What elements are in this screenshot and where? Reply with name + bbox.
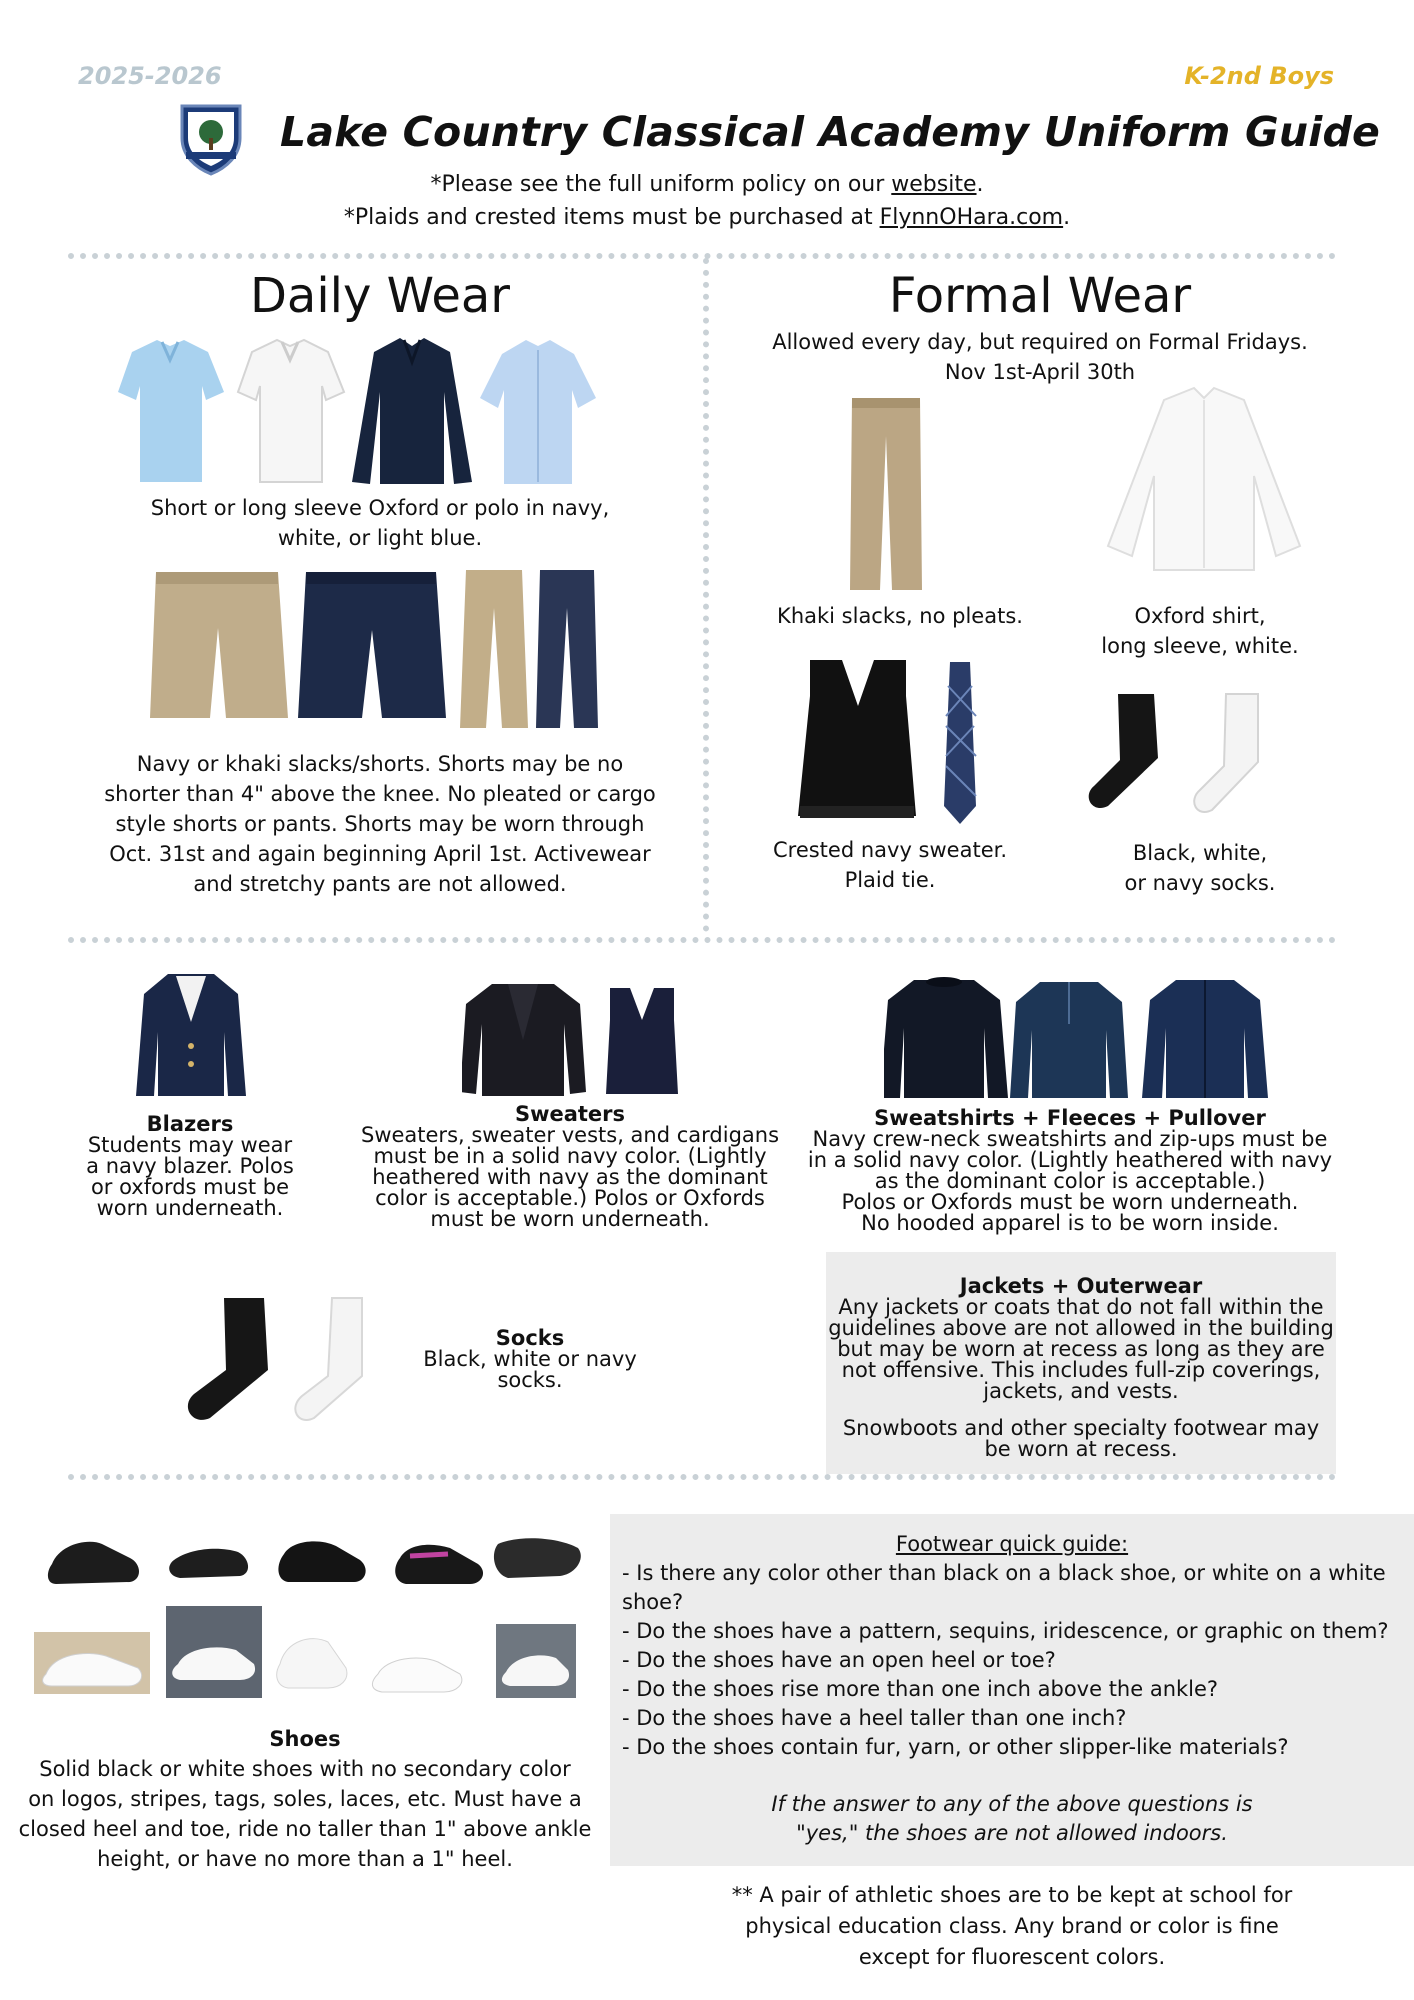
shoes-line: closed heel and toe, ride no taller than 1" above ankle (18, 1817, 592, 1841)
shoes-image (30, 1524, 590, 1704)
sweater-tie-caption-line: Crested navy sweater. (772, 838, 1007, 862)
divider-middle (68, 937, 1336, 943)
footwear-answer-line: "yes," the shoes are not allowed indoors. (796, 1821, 1228, 1845)
jackets-line: Any jackets or coats that do not fall within the (838, 1295, 1324, 1319)
footwear-question: shoe? (622, 1590, 684, 1614)
footwear-question: - Is there any color other than black on a black shoe, or white on a white (622, 1561, 1386, 1585)
shoes-block (0, 1724, 610, 1874)
sweaters-line: must be worn underneath. (430, 1207, 710, 1231)
daily-pants-caption-line: and stretchy pants are not allowed. (193, 872, 567, 896)
daily-pants-caption-line: shorter than 4" above the knee. No pleated or cargo (104, 782, 656, 806)
grade-label: K-2nd Boys (1184, 62, 1334, 90)
footwear-question: - Do the shoes rise more than one inch above the ankle? (622, 1677, 1219, 1701)
crested-sweater-and-tie-image (790, 656, 990, 826)
jackets-line: Snowboots and other specialty footwear may (842, 1416, 1320, 1440)
formal-wear-subtitle-line: Allowed every day, but required on Formal Fridays. (772, 330, 1308, 354)
formal-socks-caption-line: Black, white, (1132, 841, 1268, 865)
school-year: 2025-2026 (78, 62, 222, 90)
purchase-note (0, 205, 1414, 230)
socks-image (176, 1296, 376, 1422)
socks-line: socks. (497, 1368, 563, 1392)
daily-shirts-caption-line: Short or long sleeve Oxford or polo in navy, (150, 496, 610, 520)
formal-socks-image (1078, 690, 1274, 814)
athletic-note-line: except for fluorescent colors. (858, 1945, 1166, 1969)
website-link[interactable]: website (891, 172, 977, 197)
blazers-block (70, 1114, 310, 1219)
page-title: Lake Country Classical Academy Uniform Guide (280, 108, 1381, 156)
purchase-note-suffix: . (1063, 205, 1071, 230)
daily-shirts-caption-line: white, or light blue. (277, 526, 483, 550)
blazers-line: Students may wear (87, 1133, 293, 1157)
sweaters-line: color is acceptable.) Polos or Oxfords (375, 1186, 765, 1210)
shoes-line: height, or have no more than a 1" heel. (97, 1847, 513, 1871)
footwear-answer (610, 1790, 1414, 1848)
athletic-note-line: physical education class. Any brand or color is fine (745, 1914, 1279, 1938)
shoes-title: Shoes (269, 1727, 341, 1751)
khaki-slacks-image (848, 396, 924, 592)
formal-socks-caption-line: or navy socks. (1124, 871, 1276, 895)
jackets-line: guidelines above are not allowed in the building (828, 1316, 1334, 1340)
sweaters-line: must be in a solid navy color. (Lightly (373, 1144, 767, 1168)
blazers-line: or oxfords must be (90, 1175, 290, 1199)
jackets-line: but may be worn at recess as long as they are (837, 1337, 1325, 1361)
socks-line: Black, white or navy (423, 1347, 637, 1371)
khaki-slacks-caption: Khaki slacks, no pleats. (777, 604, 1023, 628)
sweatshirts-line: in a solid navy color. (Lightly heathered with navy (807, 1148, 1333, 1172)
sweaters-line: Sweaters, sweater vests, and cardigans (360, 1123, 780, 1147)
oxford-shirt-image (1104, 386, 1304, 572)
jackets-outerwear-box (826, 1252, 1336, 1474)
oxford-shirt-caption-line: long sleeve, white. (1101, 634, 1299, 658)
formal-wear-subtitle (720, 327, 1360, 387)
jackets-line: be worn at recess. (984, 1437, 1178, 1461)
footwear-question: - Do the shoes have a pattern, sequins, iridescence, or graphic on them? (622, 1619, 1389, 1643)
socks-block (400, 1328, 660, 1391)
footwear-question: - Do the shoes have an open heel or toe? (622, 1648, 1056, 1672)
footwear-guide-title: Footwear quick guide: (895, 1532, 1129, 1556)
sweaters-image (462, 980, 680, 1098)
purchase-note-prefix: *Plaids and crested items must be purchased at (343, 205, 880, 230)
socks-title: Socks (495, 1326, 565, 1350)
policy-note-suffix: . (976, 172, 984, 197)
blazer-image (134, 972, 248, 1098)
sweatshirts-block (800, 1108, 1340, 1234)
school-crest-logo (176, 100, 246, 176)
divider-vertical (703, 258, 709, 932)
policy-note (0, 172, 1414, 197)
sweatshirts-line: as the dominant color is acceptable.) (874, 1169, 1266, 1193)
daily-shirts-image (112, 332, 632, 492)
sweaters-title: Sweaters (514, 1102, 626, 1126)
daily-pants-image (150, 568, 600, 728)
jackets-line: not offensive. This includes full-zip coverings, (841, 1358, 1321, 1382)
footwear-quick-guide-box (610, 1514, 1414, 1866)
flynnohara-link[interactable]: FlynnOHara.com (879, 205, 1064, 230)
sweatshirts-line: Polos or Oxfords must be worn underneath. (841, 1190, 1299, 1214)
policy-note-prefix: *Please see the full uniform policy on our (430, 172, 892, 197)
footwear-question: - Do the shoes contain fur, yarn, or other slipper-like materials? (622, 1735, 1289, 1759)
formal-wear-subtitle-line: Nov 1st-April 30th (944, 360, 1136, 384)
formal-wear-heading: Formal Wear (888, 268, 1192, 324)
footwear-answer-line: If the answer to any of the above questions is (771, 1792, 1253, 1816)
daily-pants-caption-line: Navy or khaki slacks/shorts. Shorts may be no (136, 752, 624, 776)
sweater-tie-caption (730, 835, 1050, 895)
sweaters-line: heathered with navy as the dominant (372, 1165, 768, 1189)
sweatshirts-title: Sweatshirts + Fleeces + Pullover (874, 1106, 1266, 1130)
shoes-line: Solid black or white shoes with no secondary color (39, 1757, 571, 1781)
oxford-shirt-caption-line: Oxford shirt, (1134, 604, 1266, 628)
oxford-shirt-caption (1040, 601, 1360, 661)
divider-top (68, 253, 1336, 259)
sweatshirts-line: No hooded apparel is to be worn inside. (861, 1211, 1279, 1235)
sweatshirts-image (884, 974, 1274, 1102)
blazers-line: worn underneath. (96, 1196, 284, 1220)
blazers-title: Blazers (146, 1112, 234, 1136)
athletic-shoes-note (610, 1880, 1414, 1973)
jackets-line: jackets, and vests. (983, 1379, 1179, 1403)
sweatshirts-line: Navy crew-neck sweatshirts and zip-ups must be (812, 1127, 1328, 1151)
daily-pants-caption (60, 749, 700, 899)
blazers-line: a navy blazer. Polos (86, 1154, 294, 1178)
daily-pants-caption-line: style shorts or pants. Shorts may be worn through (115, 812, 645, 836)
daily-wear-heading: Daily Wear (249, 268, 511, 324)
athletic-note-line: ** A pair of athletic shoes are to be kept at school for (731, 1883, 1293, 1907)
formal-socks-caption (1040, 838, 1360, 898)
sweater-tie-caption-line: Plaid tie. (844, 868, 936, 892)
footwear-questions (622, 1559, 1412, 1762)
jackets-title: Jackets + Outerwear (959, 1274, 1203, 1298)
daily-shirts-caption (80, 493, 680, 553)
daily-pants-caption-line: Oct. 31st and again beginning April 1st. Activewear (109, 842, 651, 866)
divider-bottom (68, 1474, 1336, 1480)
footwear-question: - Do the shoes have a heel taller than one inch? (622, 1706, 1127, 1730)
shoes-line: on logos, stripes, tags, soles, laces, etc. Must have a (28, 1787, 582, 1811)
sweaters-block (350, 1104, 790, 1230)
